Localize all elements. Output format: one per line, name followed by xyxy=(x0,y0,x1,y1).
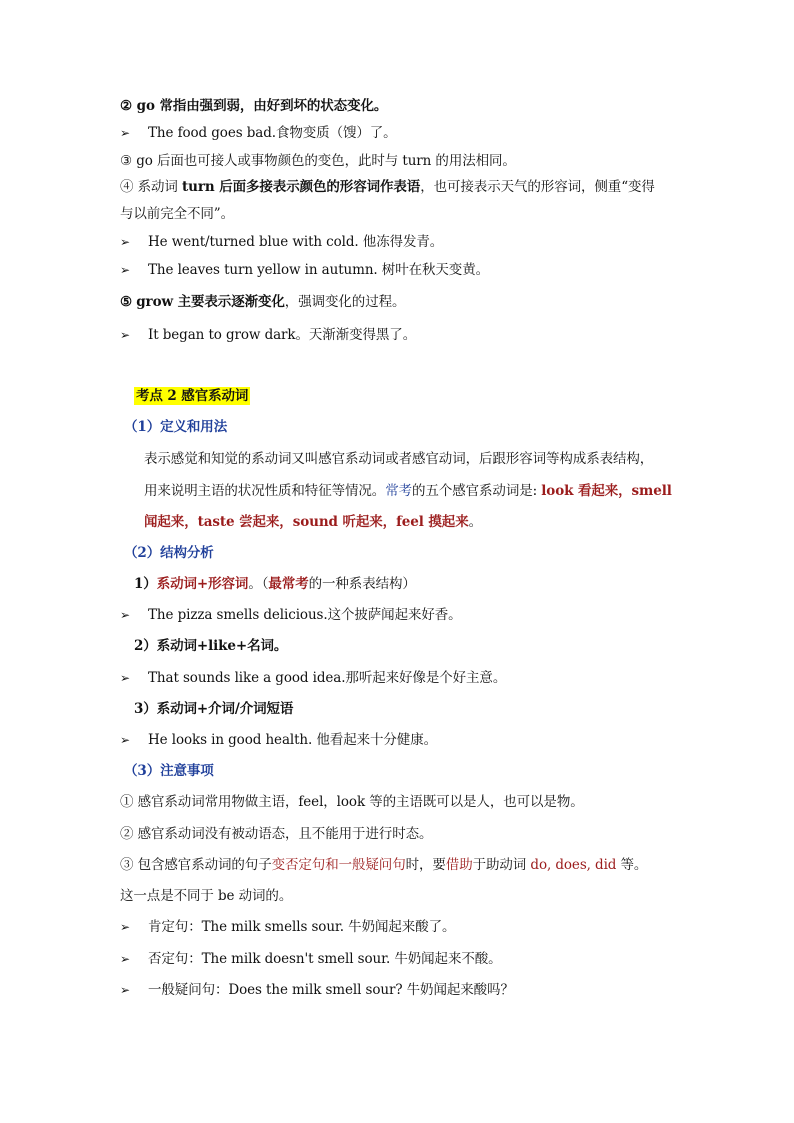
structure-2: 2）系动词+like+名词。 xyxy=(134,638,288,654)
structure-1: 1）系动词+形容词。（最常考的一种系表结构） xyxy=(134,576,416,592)
note-1: ① 感官系动词常用物做主语，feel，look 等的主语既可以是人，也可以是物。 xyxy=(120,794,584,810)
structure-1-example: The pizza smells delicious.这个披萨闻起来好香。 xyxy=(148,607,462,623)
example-negative: 否定句：The milk doesn't smell sour. 牛奶闻起来不酸。 xyxy=(148,951,502,967)
bullet-arrow-icon: ➢ xyxy=(120,952,131,966)
bullet-arrow-icon: ➢ xyxy=(120,671,131,685)
structure-3: 3）系动词+介词/介词短语 xyxy=(134,701,294,717)
section-3-heading: （3）注意事项 xyxy=(124,763,214,779)
turn-rule-cont: 与以前完全不同”。 xyxy=(120,206,235,222)
grow-example-1: It began to grow dark。天渐渐变得黑了。 xyxy=(148,327,417,343)
section-2-heading: （2）结构分析 xyxy=(124,545,214,561)
structure-2-example: That sounds like a good idea.那听起来好像是个好主意。 xyxy=(148,670,507,686)
bullet-arrow-icon: ➢ xyxy=(120,733,131,747)
bullet-arrow-icon: ➢ xyxy=(120,983,131,997)
bullet-arrow-icon: ➢ xyxy=(120,328,131,342)
definition-line-3: 闻起来，taste 尝起来，sound 听起来，feel 摸起来。 xyxy=(144,514,483,530)
bullet-arrow-icon: ➢ xyxy=(120,608,131,622)
example-affirmative: 肯定句：The milk smells sour. 牛奶闻起来酸了。 xyxy=(148,919,456,935)
turn-example-1: He went/turned blue with cold. 他冻得发青。 xyxy=(148,234,444,250)
bullet-arrow-icon: ➢ xyxy=(120,126,131,140)
go-note: ③ go 后面也可接人或事物颜色的变色，此时与 turn 的用法相同。 xyxy=(120,153,516,169)
kaodian-heading: 考点 2 感官系动词 xyxy=(136,388,249,404)
definition-line-1: 表示感觉和知觉的系动词又叫感官系动词或者感官动词，后跟形容词等构成系表结构， xyxy=(144,451,654,467)
bullet-arrow-icon: ➢ xyxy=(120,235,131,249)
turn-rule: ④ 系动词 turn 后面多接表示颜色的形容词作表语，也可接表示天气的形容词，侧重“变得 xyxy=(120,179,655,195)
structure-3-example: He looks in good health. 他看起来十分健康。 xyxy=(148,732,438,748)
go-example-1: The food goes bad.食物变质（馊）了。 xyxy=(148,125,397,141)
note-2: ② 感官系动词没有被动语态，且不能用于进行时态。 xyxy=(120,826,433,842)
turn-example-2: The leaves turn yellow in autumn. 树叶在秋天变黄。 xyxy=(148,262,489,278)
section-1-heading: （1）定义和用法 xyxy=(124,419,228,435)
example-question: 一般疑问句：Does the milk smell sour? 牛奶闻起来酸吗？ xyxy=(148,982,514,998)
grow-rule: ⑤ grow 主要表示逐渐变化，强调变化的过程。 xyxy=(120,294,406,310)
definition-line-2: 用来说明主语的状况性质和特征等情况。常考的五个感官系动词是: look 看起来，smell xyxy=(144,483,672,499)
note-3: ③ 包含感官系动词的句子变否定句和一般疑问句时，要借助于助动词 do, does, did 等。 xyxy=(120,857,648,873)
bullet-arrow-icon: ➢ xyxy=(120,263,131,277)
note-3-cont: 这一点是不同于 be 动词的。 xyxy=(120,888,293,904)
bullet-arrow-icon: ➢ xyxy=(120,920,131,934)
go-title: ② go 常指由强到弱，由好到坏的状态变化。 xyxy=(120,98,388,114)
